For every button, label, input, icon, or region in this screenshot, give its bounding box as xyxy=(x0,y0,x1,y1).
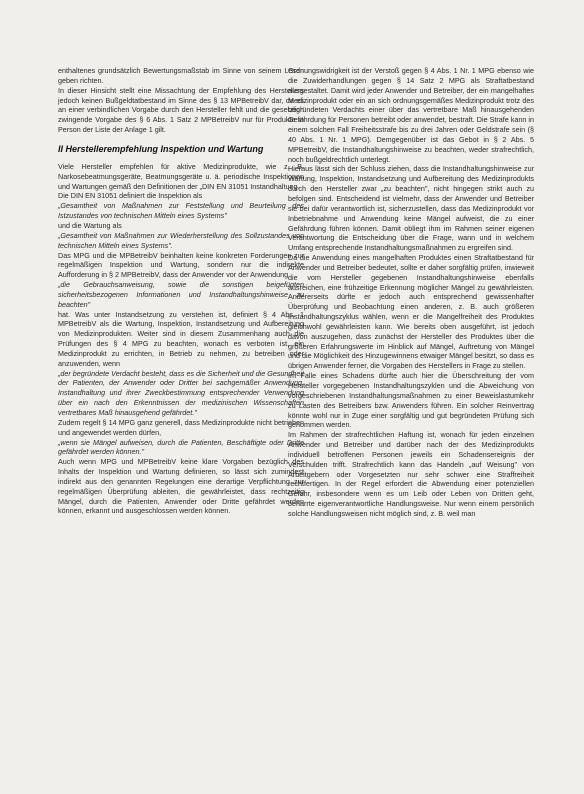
definition-quote: „Gesamtheit von Maßnahmen zur Wiederherstellung des Sollzustandes von technischen Mitteln eines Systems". xyxy=(58,230,304,250)
body-paragraph: Viele Hersteller empfehlen für aktive Medizinprodukte, wie z. B. Narkosebeatmungsgeräte, Beatmungsgeräte u. ä. periodische Inspektionen und Wartungen gemäß den Definitionen der „DIN EN 31051 Instandhaltung. xyxy=(58,161,304,191)
body-paragraph: und die Wartung als xyxy=(58,220,122,230)
body-paragraph: Im Rahmen der strafrechtlichen Haftung ist, wonach für jeden einzelnen Anwender und Betreiber und darüber nach der des Medizinprodukts individuell betroffenen Personen jeweils ein Schadensereignis der Verschulden trifft. Strafrechtlich kann das Handeln „auf Weisung" von Arbeitgebern oder Vorgesetzten nur sehr schwer eine Straffreiheit rechtfertigen. In der Regel erfordert die Abwendung einer potenziellen Gefahr, insbesondere wenn es um Leib oder Leben von Dritten geht, beharrte eigenverantwortliche Handlungsweise. Nur wenn einem persönlich solche Handlungsweisen nicht möglich sind, z. B. weil man xyxy=(288,430,534,518)
section-heading: II Herstellerempfehlung Inspektion und Wartung xyxy=(58,143,264,154)
legal-quote: „wenn sie Mängel aufweisen, durch die Patienten, Beschäftigte oder Dritte gefährdet werden können." xyxy=(58,437,304,457)
body-paragraph: Die DIN EN 31051 definiert die Inspektion als xyxy=(58,191,203,201)
body-paragraph: Zudem regelt § 14 MPG ganz generell, dass Medizinprodukte nicht betrieben und angewendet werden dürfen, xyxy=(58,417,304,437)
intro-paragraph: enthaltenes grundsätzlich Bewertungsmaßstab im Sinne von seinem Lesen geben richten. xyxy=(58,66,304,85)
body-paragraph: Ordnungswidrigkeit ist der Verstoß gegen § 4 Abs. 1 Nr. 1 MPG ebenso wie die Zuwiderhandlungen gegen § 14 Satz 2 MPG als Straftatbestand ausgestaltet. Damit wird jeder Anwender und Betreiber, der ein mangelhaftes Medizinprodukt oder ein an sich ordnungsgemäßes Medizinprodukt trotz des begründeten Verdachts einer über das vertretbare Maß hinausgehenden Gefährdung für Personen betreibt oder anwendet, bestraft. Die Strafe kann in einem solchen Fall Freiheitsstrafe bis zu drei Jahren oder Geldstrafe sein (§ 40 Abs. 1 Nr. 1 MPG). Demgegenüber ist das Gebot in § 2 Abs. 5 MPBetreibV, die Instandhaltungshinweise zu beachten, weder strafrechtlich, noch bußgeldrechtlich unterlegt. xyxy=(288,66,534,164)
intro-paragraph: In dieser Hinsicht stellt eine Missachtung der Empfehlung des Herstellers jedoch keinen Bußgeldtatbestand im Sinne des § 13 MPBetreibV dar, da es an einer verbindlichen Vorgabe durch den Hersteller fehlt und die gesetzlich zwingende Vorgabe des § 6 Abs. 1 Satz 2 MPBetreibV nur für Produkte in Person der Liste der Anlage 1 gilt. xyxy=(58,85,304,135)
body-paragraph: Da die Anwendung eines mangelhaften Produktes einen Straftatbestand für Anwender und Betreiber bedeutet, sollte er daher sorgfältig prüfen, inwieweit die vom Hersteller gegebenen Instandhaltungshinweise ebenfalls ausreichen, eine frühzeitige Erkennung möglicher Mängel zu gewährleisten. Andererseits dürfte er jedoch auch entsprechend gewissenhafter Überprüfung und Beobachtung einen anderen, z. B. auch größeren Instandhaltungszyklus wählen, wenn er die Mangelfreiheit des Produktes gleichwohl gewährleisten kann. Wie bereits oben ausgeführt, ist jedoch davon auszugehen, dass zunächst der Hersteller des Produktes über die größeren Erfahrungswerte im Hinblick auf Mängel, Auftretung von Mängel und die Möglichkeit des Hinzugewinnens etwaiger Mängel besitzt, so dass es übrigen Anwender ferner, die Vorgaben des Herstellers in Frage zu stellen. xyxy=(288,253,534,371)
right-column xyxy=(288,66,534,519)
body-paragraph: Hieraus lässt sich der Schluss ziehen, dass die Instandhaltungshinweise zur Wartung, Inspektion, Instandsetzung und Aufbereitung des Medizinprodukts durch den Hersteller zwar „zu beachten", nicht hingegen strikt auch zu befolgen sind. Entscheidend ist vielmehr, dass der Anwender und Betreiber sie bei dafür verantwortlich ist, sicherzustellen, dass das Medizinprodukt vor Inbetriebnahme und Anwendung keine Mängel aufweist, die zu einer Gefährdung führen können. Damit obliegt ihm im Rahmen seiner eigenen Verantwortung die Entscheidung über die Frage, wann und in welchem Umfang entsprechende Instandhaltungsmaßnahmen zu ergreifen sind. xyxy=(288,164,534,253)
body-paragraph: hat. Was unter Instandsetzung zu verstehen ist, definiert § 4 Abs. 1 MPBetreibV als die Wartung, Inspektion, Instandsetzung und Aufbereitung von Medizinprodukten. Weiter sind in diesem Zusammenhang auch die Prüfungen des § 4 MPG zu beachten, wonach es verboten ist, ein Medizinprodukt zu errichten, in Betrieb zu nehmen, zu betreiben oder anzuwenden, wenn xyxy=(58,309,304,368)
definition-quote: „Gesamtheit von Maßnahmen zur Feststellung und Beurteilung des Istzustandes von technischen Mitteln eines Systems" xyxy=(58,201,304,221)
left-column xyxy=(58,66,304,516)
body-paragraph: Auch wenn MPG und MPBetreibV keine klare Vorgaben bezüglich des Inhalts der Inspektion und Wartung definieren, so lässt sich zumindest indirekt aus den genannten Regelungen eine derartige Verpflichtung zur regelmäßigen Überprüfung ableiten, die gewährleistet, dass rechtzeitig Mängel, durch die Patienten, Anwender oder Dritte gefährdet werden können, erkannt und ausgeschlossen werden können. xyxy=(58,457,304,516)
body-paragraph: Das MPG und die MPBetreibV beinhalten keine konkreten Forderungen zur regelmäßigen Inspektion und Wartung, sondern nur die indirekte Aufforderung in § 2 MPBetreibV, dass der Anwender vor der Anwendung xyxy=(58,250,304,280)
legal-quote: „der begründete Verdacht besteht, dass es die Sicherheit und die Gesundheit der Patienten, der Anwender oder Dritter bei sachgemäßer Anwendung, Instandhaltung und ihrer Zweckbestimmung entsprechender Verwendung über ein nach den Erkenntnissen der medizinischen Wissenschaften vertretbares Maß hinausgehend gefährdet." xyxy=(58,368,304,417)
legal-quote: „die Gebrauchsanweisung, sowie die sonstigen beigefügten sicherheitsbezogenen Informationen und Instandhaltungshinweise zu beachten" xyxy=(58,280,304,309)
body-paragraph: Im Falle eines Schadens dürfte auch hier die Überschreitung der vom Hersteller vorgegebenen Instandhaltungszyklen und die Abweichung von vorgeschriebenen Instandhaltungsmaßnahmen zu einer Beweislastumkehr zu Lasten des Betreibers bzw. Anwenders führen. Ein solcher Reinvertrag könnte wohl nur in Zuge einer sorgfältig und gut begründeten Prüfung sich genommen werden. xyxy=(288,371,534,430)
